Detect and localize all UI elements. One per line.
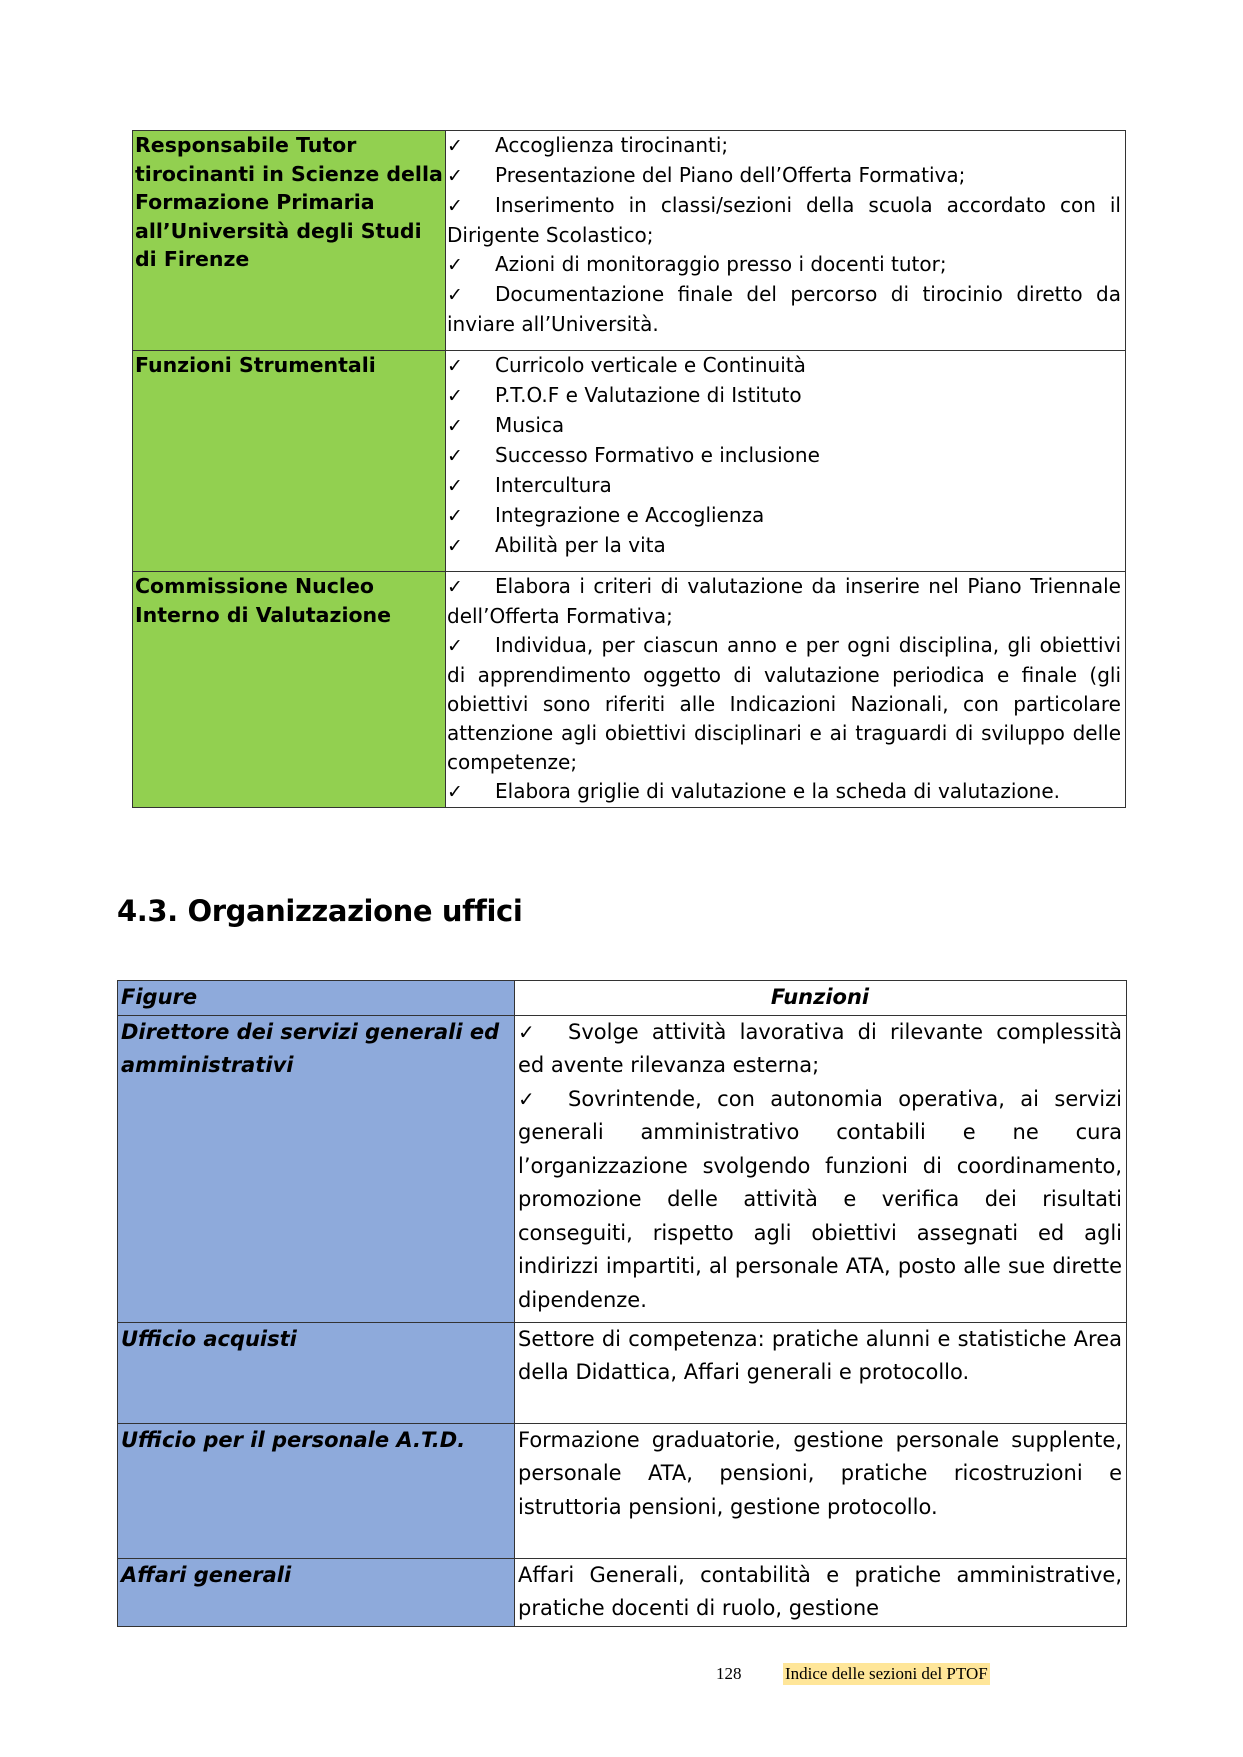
list-item: ✓ Elabora griglie di valutazione e la scheda di valutazione. bbox=[447, 777, 1121, 807]
role-duties bbox=[446, 131, 1126, 351]
table-row bbox=[133, 351, 1126, 572]
list-item: ✓ P.T.O.F e Valutazione di Istituto bbox=[447, 381, 1121, 411]
check-icon: ✓ bbox=[518, 1086, 535, 1111]
list-item: ✓ Musica bbox=[447, 411, 1121, 441]
table-row bbox=[133, 131, 1126, 351]
list-item: ✓ Intercultura bbox=[447, 471, 1121, 501]
role-duties bbox=[446, 572, 1126, 808]
table-row bbox=[118, 1558, 1127, 1626]
list-item: ✓ Elabora i criteri di valutazione da inserire nel Piano Triennale dell’Offerta Formativa; bbox=[447, 574, 1121, 628]
role-label: Commissione Nucleo Interno di Valutazione bbox=[133, 572, 446, 808]
check-icon: ✓ bbox=[447, 635, 463, 657]
check-icon: ✓ bbox=[518, 1019, 535, 1044]
index-link[interactable]: Indice delle sezioni del PTOF bbox=[785, 1664, 988, 1683]
check-icon: ✓ bbox=[447, 535, 463, 557]
list-item: ✓ Individua, per ciascun anno e per ogni disciplina, gli obiettivi di apprendimento oggetto di valutazione periodica e finale (gli obiettivi sono riferiti alle Indicazioni Nazionali, con particolare attenzione agli obiettivi disciplinari e ai traguardi di sviluppo delle competenze; bbox=[447, 633, 1121, 774]
check-icon: ✓ bbox=[447, 284, 463, 306]
check-icon: ✓ bbox=[447, 385, 463, 407]
list-item: ✓ Abilità per la vita bbox=[447, 531, 1121, 561]
check-icon: ✓ bbox=[447, 475, 463, 497]
figure-cell: Ufficio per il personale A.T.D. bbox=[118, 1423, 515, 1558]
role-label: Responsabile Tutor tirocinanti in Scienze della Formazione Primaria all’Università degli Studi di Firenze bbox=[133, 131, 446, 351]
check-icon: ✓ bbox=[447, 781, 463, 803]
role-label: Funzioni Strumentali bbox=[133, 351, 446, 572]
table-header-row bbox=[118, 981, 1127, 1016]
list-item: ✓ Integrazione e Accoglienza bbox=[447, 501, 1121, 531]
offices-table bbox=[117, 980, 1127, 1627]
list-item: ✓ Curricolo verticale e Continuità bbox=[447, 351, 1121, 381]
column-header-functions: Funzioni bbox=[515, 981, 1127, 1016]
list-item: ✓ Azioni di monitoraggio presso i docenti tutor; bbox=[447, 250, 1121, 280]
page-number: 128 bbox=[716, 1664, 742, 1683]
check-icon: ✓ bbox=[447, 445, 463, 467]
list-item: ✓ Inserimento in classi/sezioni della scuola accordato con il Dirigente Scolastico; bbox=[447, 193, 1121, 247]
figure-cell: Ufficio acquisti bbox=[118, 1322, 515, 1423]
list-item: ✓ Sovrintende, con autonomia operativa, ai servizi generali amministrativo contabili e ne cura l’organizzazione svolgendo funzioni di coordinamento, promozione delle attività e verifica dei risultati conseguiti, rispetto agli obiettivi assegnati ed agli indirizzi impartiti, al personale ATA, posto alle sue dirette dipendenze. bbox=[518, 1083, 1122, 1318]
roles-table bbox=[132, 130, 1126, 808]
functions-cell: Formazione graduatorie, gestione personale supplente, personale ATA, pensioni, pratiche ricostruzioni e istruttoria pensioni, gestione protocollo. bbox=[515, 1423, 1127, 1558]
functions-cell: Settore di competenza: pratiche alunni e statistiche Area della Didattica, Affari generali e protocollo. bbox=[515, 1322, 1127, 1423]
check-icon: ✓ bbox=[447, 415, 463, 437]
table-row bbox=[118, 1322, 1127, 1423]
list-item: ✓ Successo Formativo e inclusione bbox=[447, 441, 1121, 471]
table-row bbox=[118, 1423, 1127, 1558]
list-item: ✓ Documentazione finale del percorso di tirocinio diretto da inviare all’Università. bbox=[447, 282, 1121, 336]
check-icon: ✓ bbox=[447, 165, 463, 187]
table-row bbox=[133, 572, 1126, 808]
check-icon: ✓ bbox=[447, 254, 463, 276]
list-item: ✓ Presentazione del Piano dell’Offerta Formativa; bbox=[447, 161, 1121, 191]
check-icon: ✓ bbox=[447, 135, 463, 157]
functions-cell: Affari Generali, contabilità e pratiche amministrative, pratiche docenti di ruolo, gestione bbox=[515, 1558, 1127, 1626]
figure-cell: Affari generali bbox=[118, 1558, 515, 1626]
functions-cell bbox=[515, 1015, 1127, 1322]
check-icon: ✓ bbox=[447, 505, 463, 527]
list-item: ✓ Accoglienza tirocinanti; bbox=[447, 131, 1121, 161]
table-row bbox=[118, 1015, 1127, 1322]
section-title: 4.3. Organizzazione uffici bbox=[117, 894, 523, 928]
figure-cell: Direttore dei servizi generali ed amministrativi bbox=[118, 1015, 515, 1322]
check-icon: ✓ bbox=[447, 195, 463, 217]
column-header-figure: Figure bbox=[118, 981, 515, 1016]
check-icon: ✓ bbox=[447, 576, 463, 598]
list-item: ✓ Svolge attività lavorativa di rilevante complessità ed avente rilevanza esterna; bbox=[518, 1016, 1122, 1083]
check-icon: ✓ bbox=[447, 355, 463, 377]
role-duties bbox=[446, 351, 1126, 572]
